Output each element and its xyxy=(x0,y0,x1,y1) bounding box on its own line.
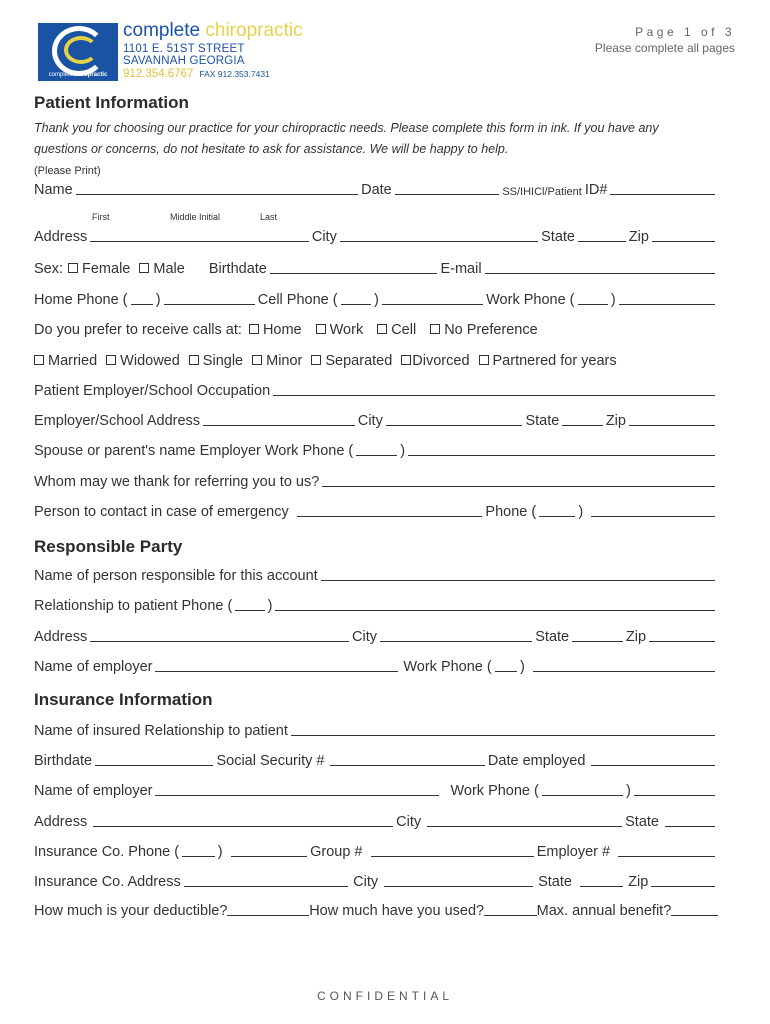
brand-name xyxy=(123,20,303,42)
partnered-option[interactable] xyxy=(479,353,617,369)
employer-no-label: Employer # xyxy=(536,844,611,860)
insured-address-field[interactable] xyxy=(93,826,393,827)
responsible-work-phone-paren: ) xyxy=(520,659,525,675)
insured-employed-field[interactable] xyxy=(591,765,715,766)
email-field[interactable] xyxy=(485,273,715,274)
separated-checkbox[interactable] xyxy=(311,355,321,365)
insured-field[interactable] xyxy=(291,735,715,736)
home-phone-paren: ) xyxy=(155,292,161,308)
co-address-field[interactable] xyxy=(184,886,348,887)
responsible-state-field[interactable] xyxy=(572,641,623,642)
responsible-work-phone-label: Work Phone ( xyxy=(403,659,492,675)
row-responsible-name xyxy=(34,568,718,584)
responsible-state-label: State xyxy=(535,629,570,645)
middle-initial-caption: Middle Initial xyxy=(170,212,221,222)
last-caption: Last xyxy=(260,212,278,222)
emp-zip-field[interactable] xyxy=(629,425,715,426)
insured-employer-field[interactable] xyxy=(155,795,439,796)
deductible-field[interactable] xyxy=(227,915,309,916)
responsible-city-field[interactable] xyxy=(380,641,532,642)
co-zip-field[interactable] xyxy=(651,886,715,887)
city-label: City xyxy=(311,229,337,245)
call-cell-label: Cell xyxy=(391,322,417,338)
emp-state-label: State xyxy=(525,413,560,429)
section-title-insurance: Insurance Information xyxy=(34,690,213,709)
emp-address-field[interactable] xyxy=(203,425,355,426)
logo-caption-bold: chiropractic xyxy=(73,72,108,78)
cell-phone-field[interactable] xyxy=(382,304,483,305)
home-phone-area-field[interactable] xyxy=(131,304,153,305)
spouse-label: Spouse or parent's name Employer Work Phone ( xyxy=(34,443,354,459)
name-field[interactable] xyxy=(76,194,358,195)
print-note: (Please Print) xyxy=(34,165,101,177)
first-caption: First xyxy=(92,212,110,222)
responsible-work-phone-area-field[interactable] xyxy=(495,671,517,672)
max-benefit-field[interactable] xyxy=(671,915,718,916)
responsible-city-label: City xyxy=(352,629,378,645)
widowed-checkbox[interactable] xyxy=(106,355,116,365)
employer-field[interactable] xyxy=(273,395,715,396)
emp-zip-label: Zip xyxy=(605,413,626,429)
insured-city-label: City xyxy=(396,814,422,830)
widowed-label: Widowed xyxy=(120,353,180,369)
city-field[interactable] xyxy=(340,241,538,242)
row-sex-birthdate xyxy=(34,261,718,277)
emp-city-field[interactable] xyxy=(386,425,523,426)
date-label: Date xyxy=(361,182,392,198)
page-note: Please complete all pages xyxy=(594,41,735,55)
emergency-label: Person to contact in case of emergency xyxy=(34,504,289,520)
state-field[interactable] xyxy=(578,241,626,242)
call-none-label: No Preference xyxy=(444,322,538,338)
call-work-checkbox[interactable] xyxy=(316,324,326,334)
row-phones xyxy=(34,292,718,308)
widowed-option[interactable] xyxy=(106,353,180,369)
sex-label: Sex: xyxy=(34,261,64,277)
spouse-paren: ) xyxy=(400,443,406,459)
male-checkbox[interactable] xyxy=(139,263,149,273)
row-insured-employer xyxy=(34,783,718,799)
call-home-option[interactable] xyxy=(249,322,302,338)
home-phone-label: Home Phone ( xyxy=(34,292,128,308)
row-responsible-address xyxy=(34,629,718,645)
date-field[interactable] xyxy=(395,194,500,195)
work-phone-paren: ) xyxy=(610,292,616,308)
responsible-name-field[interactable] xyxy=(321,580,715,581)
relationship-paren: ) xyxy=(267,598,273,614)
insured-birthdate-label: Birthdate xyxy=(34,753,93,769)
responsible-employer-field[interactable] xyxy=(155,671,398,672)
co-zip-label: Zip xyxy=(628,874,649,890)
co-city-label: City xyxy=(353,874,379,890)
emergency-name-field[interactable] xyxy=(297,516,483,517)
email-label: E-mail xyxy=(440,261,482,277)
insured-work-phone-label: Work Phone ( xyxy=(450,783,539,799)
row-address xyxy=(34,229,718,245)
co-city-field[interactable] xyxy=(384,886,533,887)
married-option[interactable] xyxy=(34,353,97,369)
work-phone-area-field[interactable] xyxy=(578,304,608,305)
relationship-phone-field[interactable] xyxy=(275,610,715,611)
clinic-fax: FAX 912.353.7431 xyxy=(199,69,270,79)
page-indicator: Page 1 of 3 xyxy=(635,25,735,39)
ss-label: SS/IHICl/Patient xyxy=(502,186,582,198)
max-benefit-label: Max. annual benefit? xyxy=(536,903,672,919)
call-home-label: Home xyxy=(262,322,302,338)
name-label: Name xyxy=(34,182,73,198)
emp-address-label: Employer/School Address xyxy=(34,413,201,429)
married-label: Married xyxy=(48,353,98,369)
address-line-1: 1101 E. 51ST STREET xyxy=(123,43,245,55)
insured-work-phone-field[interactable] xyxy=(634,795,715,796)
emp-city-label: City xyxy=(357,413,383,429)
insured-birthdate-field[interactable] xyxy=(95,765,213,766)
calls-label: Do you prefer to receive calls at: xyxy=(34,322,242,338)
row-insured-address xyxy=(34,814,718,830)
single-checkbox[interactable] xyxy=(189,355,199,365)
row-employer xyxy=(34,383,718,399)
responsible-address-label: Address xyxy=(34,629,88,645)
call-work-option[interactable] xyxy=(316,322,364,338)
deductible-label: How much is your deductible? xyxy=(34,903,228,919)
row-insurance-address xyxy=(34,874,718,890)
separated-label: Separated xyxy=(325,353,393,369)
row-insured xyxy=(34,723,718,739)
responsible-work-phone-field[interactable] xyxy=(533,671,715,672)
employer-label: Patient Employer/School Occupation xyxy=(34,383,271,399)
address-field[interactable] xyxy=(90,241,309,242)
sex-female-option[interactable] xyxy=(68,261,130,277)
referral-field[interactable] xyxy=(322,486,715,487)
work-phone-field[interactable] xyxy=(619,304,715,305)
row-referral xyxy=(34,474,718,490)
spouse-phone-area-field[interactable] xyxy=(356,455,397,456)
insured-label: Name of insured Relationship to patient xyxy=(34,723,288,739)
cell-phone-label: Cell Phone ( xyxy=(257,292,338,308)
emergency-phone-label: Phone ( xyxy=(485,504,537,520)
relationship-phone-area-field[interactable] xyxy=(235,610,264,611)
logo-mark-inner xyxy=(64,36,98,64)
group-label: Group # xyxy=(310,844,363,860)
row-emergency xyxy=(34,504,718,520)
cell-phone-area-field[interactable] xyxy=(341,304,371,305)
call-none-option[interactable] xyxy=(430,322,538,338)
insured-employed-label: Date employed xyxy=(487,753,586,769)
call-cell-option[interactable] xyxy=(377,322,416,338)
separated-option[interactable] xyxy=(311,353,392,369)
birthdate-field[interactable] xyxy=(270,273,438,274)
zip-label: Zip xyxy=(628,229,649,245)
call-home-checkbox[interactable] xyxy=(249,324,259,334)
clinic-phone xyxy=(123,68,270,80)
row-deductible xyxy=(34,903,718,919)
call-work-label: Work xyxy=(329,322,364,338)
divorced-option[interactable] xyxy=(401,353,469,369)
zip-field[interactable] xyxy=(652,241,715,242)
insured-employer-label: Name of employer xyxy=(34,783,153,799)
co-phone-paren: ) xyxy=(217,844,223,860)
used-field[interactable] xyxy=(484,915,537,916)
logo-caption xyxy=(38,72,118,78)
group-field[interactable] xyxy=(371,856,534,857)
confidential-footer: CONFIDENTIAL xyxy=(316,989,453,1003)
co-phone-label: Insurance Co. Phone ( xyxy=(34,844,180,860)
insured-work-phone-paren: ) xyxy=(626,783,631,799)
partnered-checkbox[interactable] xyxy=(479,355,489,365)
spouse-phone-field[interactable] xyxy=(408,455,715,456)
insured-ssn-field[interactable] xyxy=(330,765,484,766)
state-label: State xyxy=(541,229,575,245)
divorced-label: Divorced xyxy=(412,353,470,369)
female-label: Female xyxy=(82,261,131,277)
row-call-preference xyxy=(34,322,718,338)
responsible-address-field[interactable] xyxy=(90,641,349,642)
intro-line-1: Thank you for choosing our practice for your chiropractic needs. Please complete this form in ink. If you have any xyxy=(34,121,659,135)
address-line-2: SAVANNAH GEORGIA xyxy=(123,55,245,67)
used-label: How much have you used? xyxy=(309,903,485,919)
row-insured-birthdate xyxy=(34,753,718,769)
row-responsible-employer xyxy=(34,659,718,675)
cell-phone-paren: ) xyxy=(373,292,379,308)
address-label: Address xyxy=(34,229,88,245)
birthdate-label: Birthdate xyxy=(208,261,267,277)
responsible-zip-label: Zip xyxy=(625,629,647,645)
section-title-patient: Patient Information xyxy=(34,93,189,112)
id-field[interactable] xyxy=(610,194,715,195)
minor-label: Minor xyxy=(266,353,303,369)
relationship-label: Relationship to patient Phone ( xyxy=(34,598,233,614)
row-relationship xyxy=(34,598,718,614)
sex-male-option[interactable] xyxy=(139,261,184,277)
insured-address-label: Address xyxy=(34,814,88,830)
co-state-field[interactable] xyxy=(580,886,623,887)
single-option[interactable] xyxy=(189,353,243,369)
insured-ssn-label: Social Security # xyxy=(216,753,325,769)
row-name xyxy=(34,182,718,198)
co-state-label: State xyxy=(538,874,572,890)
row-spouse xyxy=(34,443,718,459)
row-employer-address xyxy=(34,413,718,429)
id-label: ID# xyxy=(584,182,608,198)
employer-no-field[interactable] xyxy=(618,856,715,857)
co-phone-field[interactable] xyxy=(231,856,308,857)
emergency-phone-area-field[interactable] xyxy=(539,516,575,517)
referral-label: Whom may we thank for referring you to us? xyxy=(34,474,320,490)
co-phone-area-field[interactable] xyxy=(182,856,215,857)
brand-word-chiropractic: chiropractic xyxy=(205,20,303,41)
insured-state-label: State xyxy=(625,814,659,830)
minor-checkbox[interactable] xyxy=(252,355,262,365)
row-insurance-phone xyxy=(34,844,718,860)
emp-state-field[interactable] xyxy=(562,425,602,426)
insured-city-field[interactable] xyxy=(427,826,622,827)
married-checkbox[interactable] xyxy=(34,355,44,365)
single-label: Single xyxy=(202,353,244,369)
co-address-label: Insurance Co. Address xyxy=(34,874,181,890)
logo-caption-plain: complete xyxy=(48,72,73,78)
home-phone-field[interactable] xyxy=(164,304,255,305)
row-marital-status xyxy=(34,353,718,369)
clinic-phone-number: 912.354.6767 xyxy=(123,68,194,80)
call-none-checkbox[interactable] xyxy=(430,324,440,334)
company-logo xyxy=(38,23,118,81)
female-checkbox[interactable] xyxy=(68,263,78,273)
insured-state-field[interactable] xyxy=(665,826,715,827)
responsible-employer-label: Name of employer xyxy=(34,659,153,675)
male-label: Male xyxy=(153,261,185,277)
divorced-checkbox[interactable] xyxy=(401,355,411,365)
responsible-name-label: Name of person responsible for this account xyxy=(34,568,318,584)
section-title-responsible: Responsible Party xyxy=(34,537,183,556)
insured-work-phone-area-field[interactable] xyxy=(542,795,623,796)
emergency-phone-paren: ) xyxy=(578,504,584,520)
emergency-phone-field[interactable] xyxy=(591,516,715,517)
minor-option[interactable] xyxy=(252,353,302,369)
brand-word-complete: complete xyxy=(123,20,201,41)
partnered-label: Partnered for years xyxy=(492,353,617,369)
call-cell-checkbox[interactable] xyxy=(377,324,387,334)
intro-line-2: questions or concerns, do not hesitate to ask for assistance. We will be happy to help. xyxy=(34,142,509,156)
work-phone-label: Work Phone ( xyxy=(486,292,575,308)
responsible-zip-field[interactable] xyxy=(649,641,715,642)
